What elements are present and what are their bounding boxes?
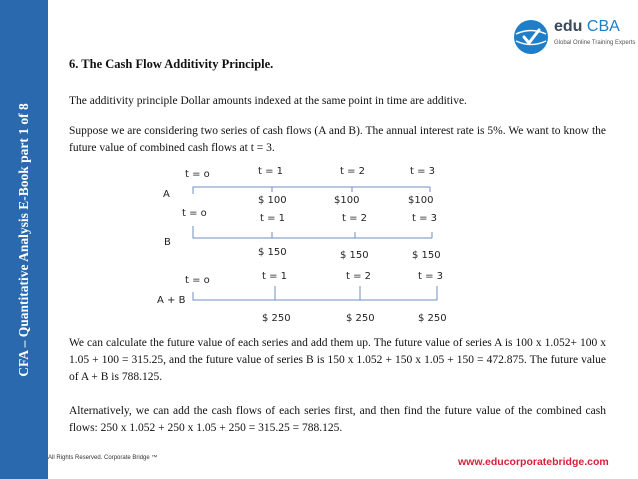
series-a-t3: t = 3: [410, 166, 436, 177]
logo-tagline: Global Online Training Experts: [554, 40, 636, 46]
series-ab-cf3: $ 250: [418, 313, 447, 324]
series-ab-cf2: $ 250: [346, 313, 375, 324]
series-ab-t3: t = 3: [418, 271, 444, 282]
series-a-cf2: $100: [334, 195, 360, 206]
series-a-label: A: [163, 189, 170, 200]
series-ab-cf1: $ 250: [262, 313, 291, 324]
series-b-t1: t = 1: [260, 213, 286, 224]
footer-url-link[interactable]: www.educorporatebridge.com: [458, 456, 609, 468]
series-a-t0: t = o: [185, 169, 210, 180]
paragraph-question: Suppose we are considering two series of cash flows (A and B). The annual interest rate is 5%. We want to know the future value of combined cash flows at t = 3.: [69, 125, 606, 154]
series-ab-t2: t = 2: [346, 271, 372, 282]
series-a-cf1: $ 100: [258, 195, 287, 206]
series-b-axis: [193, 226, 432, 238]
series-b-cf3: $ 150: [412, 250, 441, 261]
series-b-t0: t = o: [182, 208, 207, 219]
series-ab-t1: t = 1: [262, 271, 288, 282]
logo-edu: edu: [554, 18, 583, 35]
series-a-axis: [193, 187, 430, 194]
series-a-t2: t = 2: [340, 166, 366, 177]
series-b-cf2: $ 150: [340, 250, 369, 261]
series-ab-t0: t = o: [185, 275, 210, 286]
series-ab-label: A + B: [157, 295, 186, 306]
series-a-t1: t = 1: [258, 166, 284, 177]
series-a-cf3: $100: [408, 195, 434, 206]
logo-cba: CBA: [586, 18, 620, 35]
series-b-label: B: [164, 237, 171, 248]
series-ab-axis: [193, 286, 437, 300]
paragraph-method-one: We can calculate the future value of each series and add them up. The future value of series A is 100 x 1.052+ 100 x 1.05 + 100 = 315.25, and the future value of series B is 150 x 1.052 + 150 x 1.05 + 150 = 472.875. The future value of A + B is 788.125.: [69, 337, 606, 383]
series-b-cf1: $ 150: [258, 247, 287, 258]
paragraph-principle: The additivity principle Dollar amounts indexed at the same point in time are additive.: [69, 95, 467, 107]
paragraph-method-two: Alternatively, we can add the cash flows of each series first, and then find the future value of the combined cash flows: 250 x 1.052 + 250 x 1.05 + 250 = 315.25 = 788.125.: [69, 405, 606, 434]
section-title: 6. The Cash Flow Additivity Principle.: [69, 57, 274, 71]
sidebar-title: CFA – Quantitative Analysis E-Book part 1 of 8: [16, 103, 31, 377]
series-b-t3: t = 3: [412, 213, 438, 224]
series-b-t2: t = 2: [342, 213, 368, 224]
footer-rights: All Rights Reserved. Corporate Bridge ™: [48, 455, 158, 461]
